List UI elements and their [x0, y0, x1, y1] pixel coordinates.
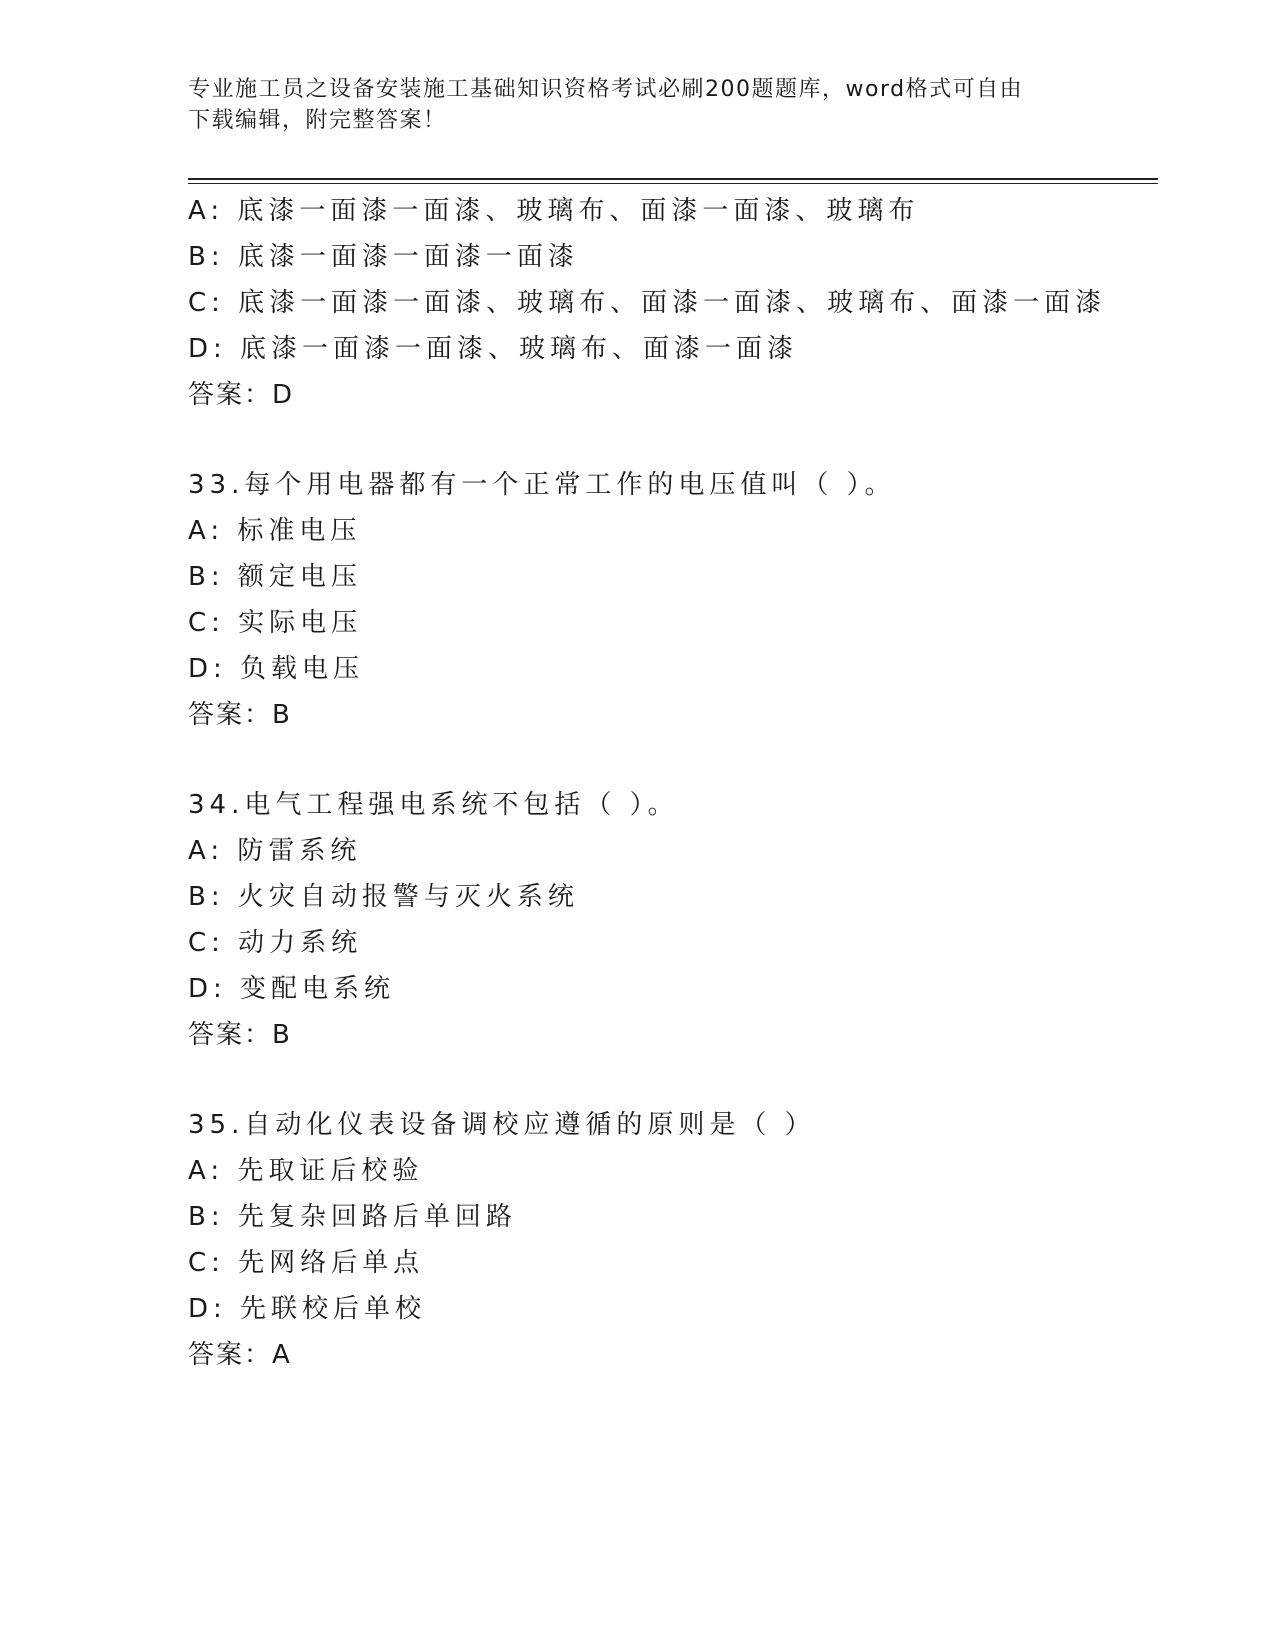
option-b: B: 先复杂回路后单回路: [188, 1202, 517, 1232]
answer: 答案：D: [188, 380, 295, 410]
answer: 答案：B: [188, 1020, 292, 1050]
option-a: A: 先取证后校验: [188, 1156, 424, 1186]
question-text: 34.电气工程强电系统不包括（ ）。: [188, 790, 679, 820]
option-d: D: 变配电系统: [188, 974, 396, 1004]
option-c: C: 动力系统: [188, 928, 363, 958]
option-a: A: 标准电压: [188, 516, 362, 546]
answer: 答案：A: [188, 1340, 292, 1370]
header-title-line-2: 下载编辑，附完整答案！: [188, 108, 447, 133]
question-text: 35.自动化仪表设备调校应遵循的原则是（ ）: [188, 1110, 816, 1140]
option-d: D: 底漆一面漆一面漆、玻璃布、面漆一面漆: [188, 334, 799, 364]
option-a: A: 防雷系统: [188, 836, 362, 866]
option-d: D: 负载电压: [188, 654, 365, 684]
option-b: B: 火灾自动报警与灭火系统: [188, 882, 579, 912]
header-title-line-1: 专业施工员之设备安装施工基础知识资格考试必刷200题题库，word格式可自由: [188, 77, 1024, 102]
question-spacer: [188, 738, 1148, 782]
option-c: C: 底漆一面漆一面漆、玻璃布、面漆一面漆、玻璃布、面漆一面漆: [188, 288, 1107, 318]
option-d: D: 先联校后单校: [188, 1294, 427, 1324]
option-b: B: 底漆一面漆一面漆一面漆: [188, 242, 579, 272]
header-divider-thin: [188, 183, 1158, 184]
question-block-32: [188, 188, 1148, 418]
question-list: [188, 188, 1148, 1378]
answer: 答案：B: [188, 700, 292, 730]
question-spacer: [188, 1058, 1148, 1102]
question-block-33: [188, 462, 1148, 738]
document-header: [188, 74, 1088, 136]
question-block-34: [188, 782, 1148, 1058]
question-block-35: [188, 1102, 1148, 1378]
option-a: A: 底漆一面漆一面漆、玻璃布、面漆一面漆、玻璃布: [188, 196, 920, 226]
option-c: C: 先网络后单点: [188, 1248, 425, 1278]
question-text: 33.每个用电器都有一个正常工作的电压值叫（ ）。: [188, 470, 896, 500]
option-b: B: 额定电压: [188, 562, 362, 592]
question-spacer: [188, 418, 1148, 462]
header-divider-thick: [188, 178, 1158, 180]
option-c: C: 实际电压: [188, 608, 363, 638]
